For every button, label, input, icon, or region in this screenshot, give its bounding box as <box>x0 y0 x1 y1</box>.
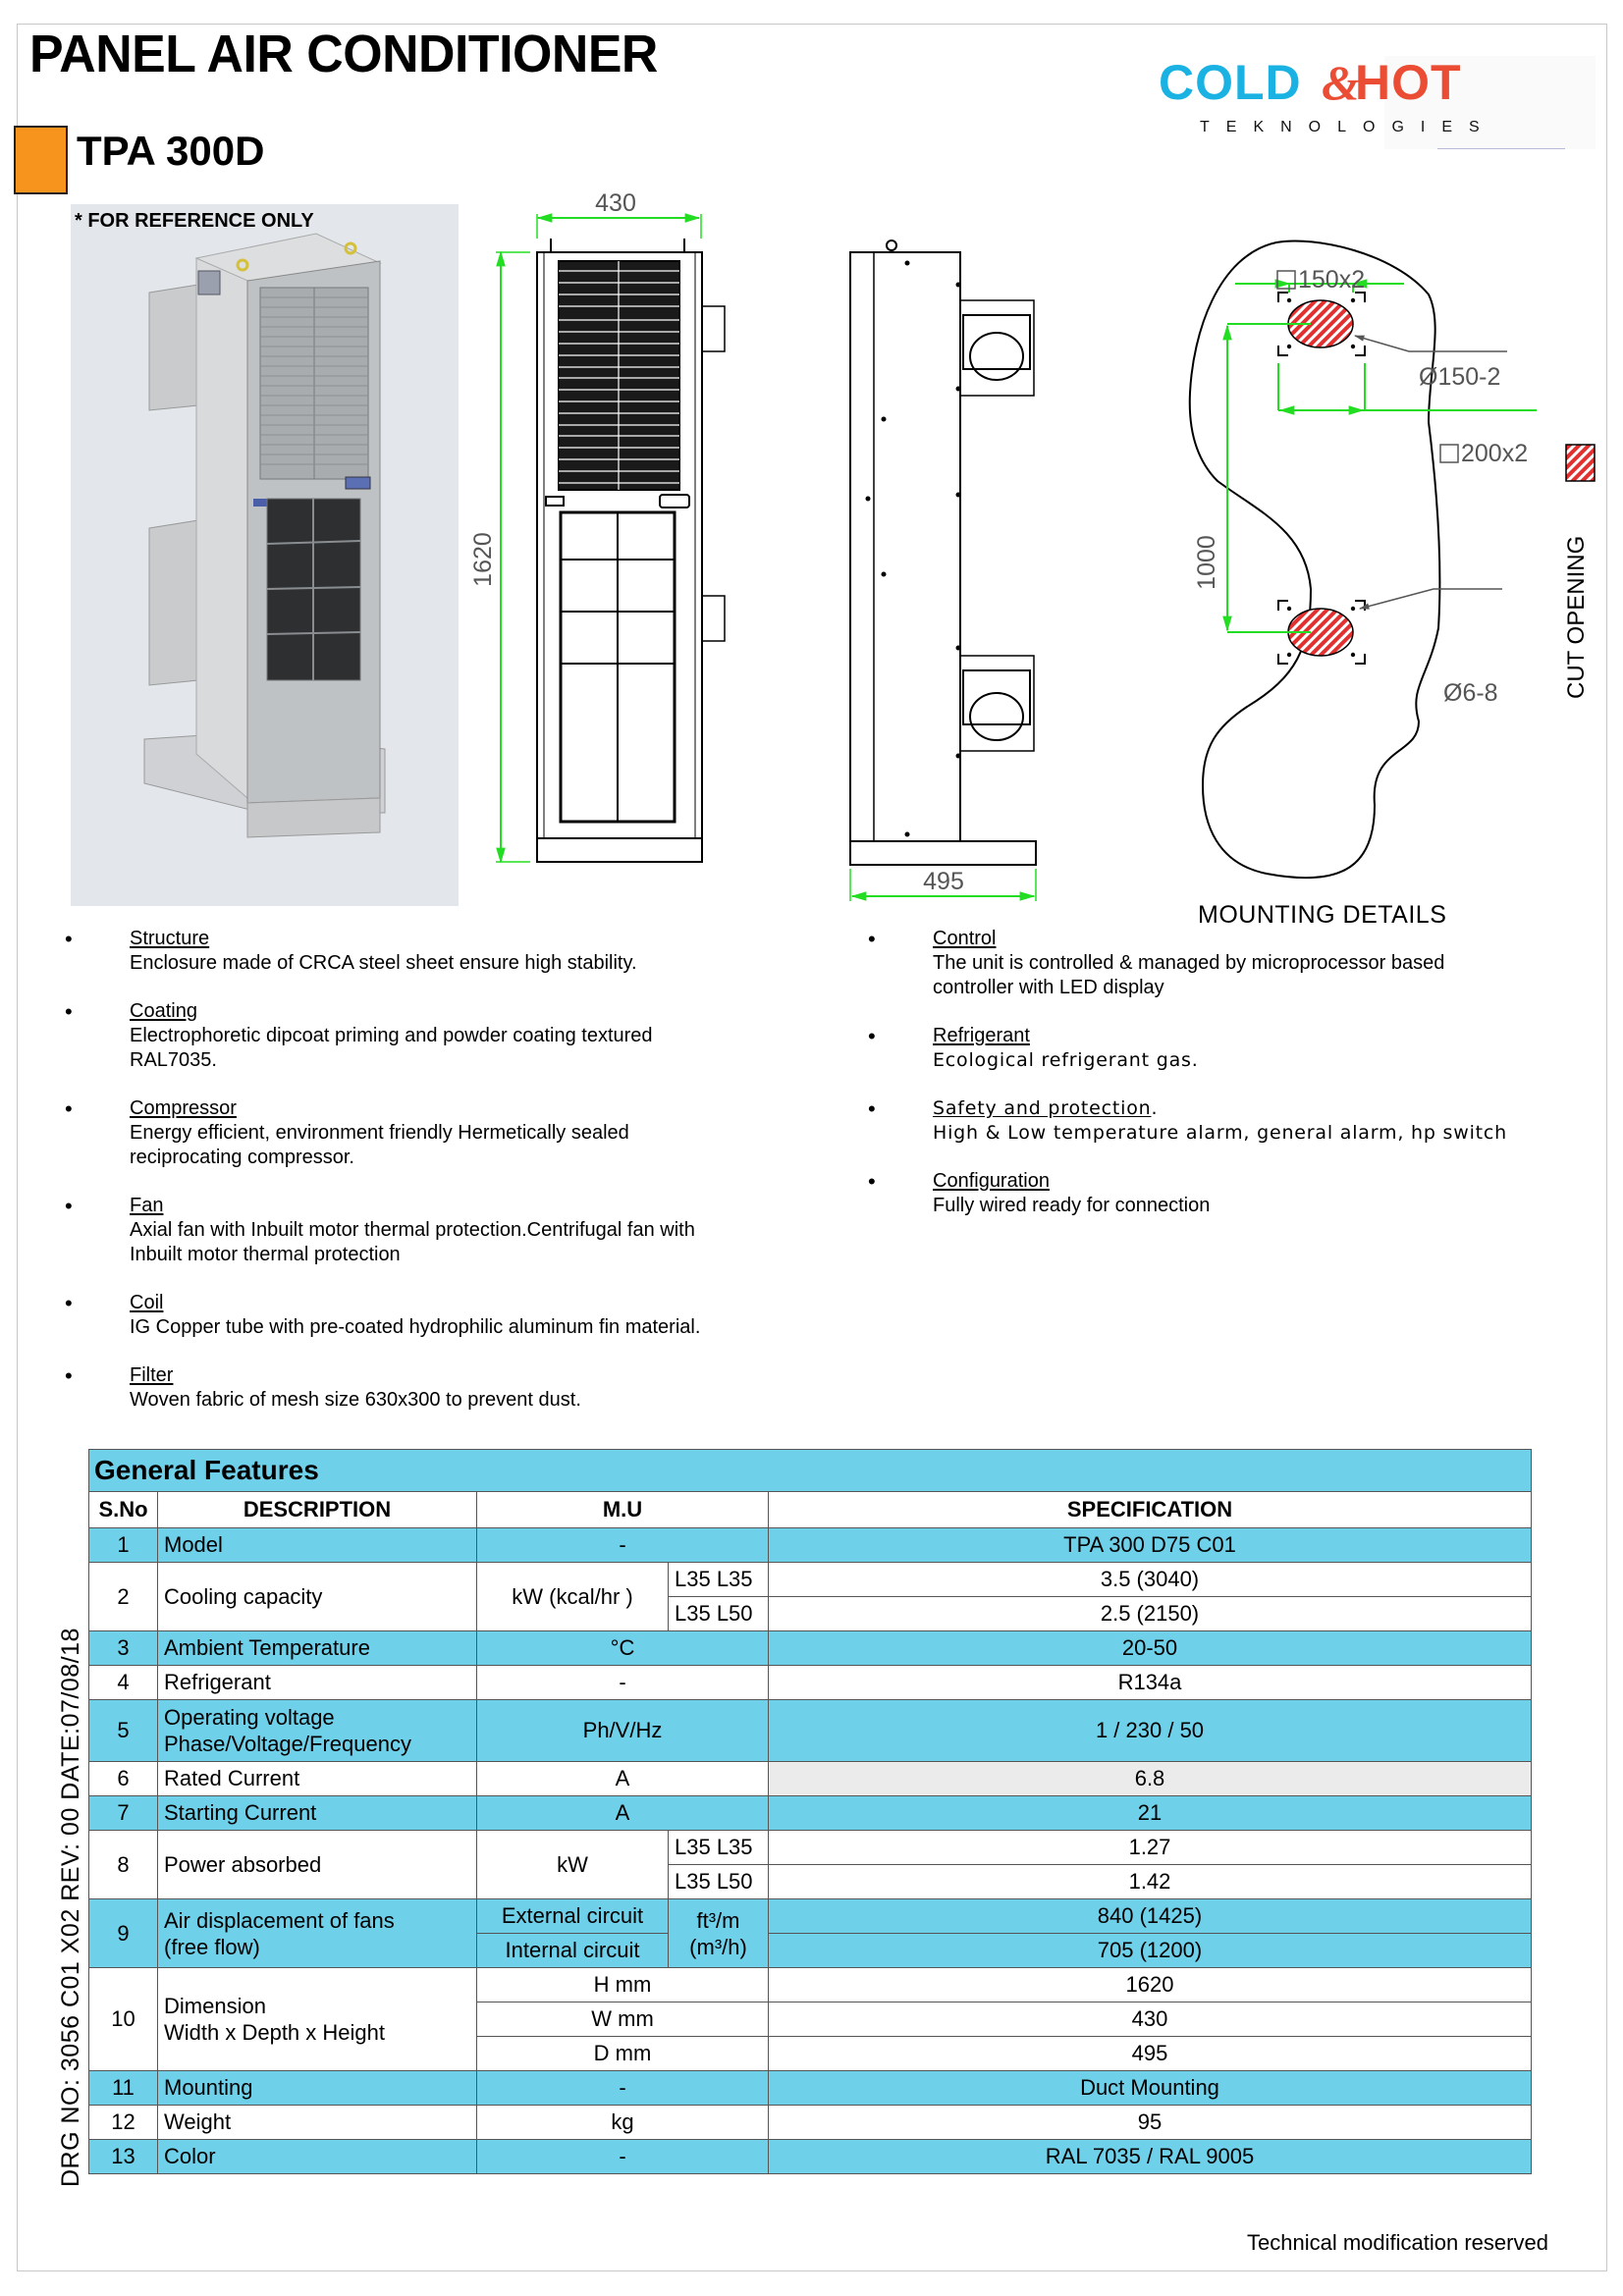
cell-sno: 1 <box>89 1528 158 1563</box>
cell-description: Color <box>158 2140 477 2174</box>
cell-description: Weight <box>158 2106 477 2140</box>
feature-filter <box>65 1363 797 1413</box>
feature-structure <box>65 927 797 976</box>
feature-heading: Filter <box>130 1364 174 1386</box>
cell-description: Model <box>158 1528 477 1563</box>
hole-dia-label: Ø6-8 <box>1443 679 1498 707</box>
feature-body: IG Copper tube with pre-coated hydrophilic aluminum fin material. <box>130 1316 701 1338</box>
cell-sno: 11 <box>89 2071 158 2106</box>
bullet-icon: • <box>868 1169 876 1194</box>
table-row <box>89 1762 1532 1796</box>
cell-mu: °C <box>477 1631 769 1666</box>
mounting-cutouts <box>1278 293 1365 664</box>
cut-opening-text: CUT OPENING <box>1563 535 1590 699</box>
feature-body: High & Low temperature alarm, general alarm, hp switch <box>933 1122 1507 1144</box>
table-row <box>89 1899 1532 1934</box>
bullet-icon: • <box>65 999 73 1024</box>
table-row <box>89 1968 1532 2002</box>
logo-ampersand: & <box>1322 55 1361 110</box>
feature-heading-suffix: . <box>1151 1097 1159 1119</box>
table-row <box>89 1666 1532 1700</box>
feature-body: Fully wired ready for connection <box>933 1195 1211 1216</box>
description-line-1: Dimension <box>164 1994 266 2018</box>
table-caption: General Features <box>89 1450 1532 1492</box>
cell-sno: 10 <box>89 1968 158 2071</box>
cell-sub-condition: L35 L35 <box>669 1563 769 1597</box>
feature-heading: Control <box>933 928 997 949</box>
cell-description: Rated Current <box>158 1762 477 1796</box>
bullet-icon: • <box>65 927 73 951</box>
cell-mu: A <box>477 1762 769 1796</box>
cell-description: Starting Current <box>158 1796 477 1831</box>
cell-mu: H mm <box>477 1968 769 2002</box>
cell-sub-condition: L35 L50 <box>669 1597 769 1631</box>
cell-mu: - <box>477 2140 769 2174</box>
description-line-1: Operating voltage <box>164 1705 335 1730</box>
feature-body: Energy efficient, environment friendly Hermetically sealed reciprocating compressor. <box>130 1122 629 1168</box>
feature-heading: Safety and protection <box>933 1097 1152 1119</box>
feature-body: The unit is controlled & managed by microprocessor based controller with LED display <box>933 952 1445 998</box>
cell-sno: 8 <box>89 1831 158 1899</box>
unit-line-2: (m³/h) <box>689 1934 747 1959</box>
side-depth-dimension: 495 <box>923 868 964 895</box>
bullet-icon: • <box>868 1096 876 1121</box>
cell-mu: W mm <box>477 2002 769 2037</box>
cut-opening-legend-swatch <box>1566 445 1595 481</box>
cell-mu: kg <box>477 2106 769 2140</box>
cell-spec: 1620 <box>769 1968 1532 2002</box>
feature-coating <box>65 999 797 1073</box>
cell-sub-condition: L35 L35 <box>669 1831 769 1865</box>
cell-unit <box>669 1899 769 1968</box>
cell-description <box>158 1968 477 2071</box>
cell-sno: 3 <box>89 1631 158 1666</box>
cell-sno: 2 <box>89 1563 158 1631</box>
cell-mu: - <box>477 2071 769 2106</box>
cell-description: Ambient Temperature <box>158 1631 477 1666</box>
cell-description: Refrigerant <box>158 1666 477 1700</box>
cell-spec: 3.5 (3040) <box>769 1563 1532 1597</box>
feature-body: Enclosure made of CRCA steel sheet ensure high stability. <box>130 952 637 974</box>
cell-spec: 430 <box>769 2002 1532 2037</box>
cell-mu: kW (kcal/hr ) <box>477 1563 669 1631</box>
description-line-2: Phase/Voltage/Frequency <box>164 1732 411 1756</box>
cell-mu: kW <box>477 1831 669 1899</box>
description-line-2: Width x Depth x Height <box>164 2020 385 2045</box>
description-line-2: (free flow) <box>164 1934 260 1959</box>
table-row <box>89 1563 1532 1597</box>
cell-mu-external: External circuit <box>477 1899 669 1934</box>
cell-sno: 9 <box>89 1899 158 1968</box>
header-description: DESCRIPTION <box>158 1492 477 1528</box>
unit-line-1: ft³/m <box>696 1907 740 1933</box>
reference-only-label: * FOR REFERENCE ONLY <box>75 210 314 232</box>
feature-body: Axial fan with Inbuilt motor thermal protection.Centrifugal fan with Inbuilt motor thermal protection <box>130 1219 695 1265</box>
feature-heading: Coil <box>130 1292 164 1313</box>
logo-hot-text: HOT <box>1355 55 1462 110</box>
feature-compressor <box>65 1096 797 1170</box>
cell-spec: 20-50 <box>769 1631 1532 1666</box>
table-row <box>89 1528 1532 1563</box>
table-row <box>89 1796 1532 1831</box>
model-title: TPA 300D <box>77 128 265 174</box>
drawing-number: DRG NO: 3056 C01 X02 REV: 00 DATE:07/08/18 <box>57 1628 84 2187</box>
spacing-1000-label: 1000 <box>1193 535 1220 590</box>
cell-spec: 840 (1425) <box>769 1899 1532 1934</box>
cell-spec: 1 / 230 / 50 <box>769 1700 1532 1762</box>
cell-mu: D mm <box>477 2037 769 2071</box>
cut-opening-label <box>1563 536 1591 699</box>
cell-spec: 495 <box>769 2037 1532 2071</box>
bullet-icon: • <box>65 1363 73 1388</box>
cell-spec: 21 <box>769 1796 1532 1831</box>
cell-description <box>158 1700 477 1762</box>
mounting-details-caption: MOUNTING DETAILS <box>1198 901 1447 929</box>
feature-heading: Configuration <box>933 1170 1050 1192</box>
square-200-label: 200x2 <box>1461 440 1529 467</box>
bullet-icon: • <box>65 1096 73 1121</box>
header-sno: S.No <box>89 1492 158 1528</box>
cell-spec: 6.8 <box>769 1762 1532 1796</box>
table-caption-row <box>89 1450 1532 1492</box>
logo-cold-text: COLD <box>1159 55 1302 110</box>
feature-safety <box>868 1096 1600 1146</box>
feature-fan <box>65 1194 797 1267</box>
table-row <box>89 1631 1532 1666</box>
features-left-list <box>65 927 797 1436</box>
cell-sno: 4 <box>89 1666 158 1700</box>
feature-heading: Fan <box>130 1195 164 1216</box>
cell-sno: 6 <box>89 1762 158 1796</box>
cell-sno: 13 <box>89 2140 158 2174</box>
general-features-table <box>88 1449 1532 2174</box>
side-view-drawing <box>850 240 1036 865</box>
cell-spec: TPA 300 D75 C01 <box>769 1528 1532 1563</box>
cell-sno: 12 <box>89 2106 158 2140</box>
feature-heading: Structure <box>130 928 210 949</box>
cell-description: Power absorbed <box>158 1831 477 1899</box>
cell-spec: 2.5 (2150) <box>769 1597 1532 1631</box>
cell-spec: 1.42 <box>769 1865 1532 1899</box>
square-150-label: 150x2 <box>1298 266 1366 294</box>
cell-description: Cooling capacity <box>158 1563 477 1631</box>
header-mu: M.U <box>477 1492 769 1528</box>
cell-mu: - <box>477 1528 769 1563</box>
table-header-row <box>89 1492 1532 1528</box>
table-row <box>89 2140 1532 2174</box>
logo-subtitle: TEKNOLOGIES <box>1200 119 1496 135</box>
feature-body: Woven fabric of mesh size 630x300 to prevent dust. <box>130 1389 581 1411</box>
cell-spec: RAL 7035 / RAL 9005 <box>769 2140 1532 2174</box>
description-line-1: Air displacement of fans <box>164 1907 395 1933</box>
cell-description: Mounting <box>158 2071 477 2106</box>
cell-description <box>158 1899 477 1968</box>
feature-refrigerant <box>868 1024 1600 1073</box>
table-row <box>89 2071 1532 2106</box>
cell-spec: 95 <box>769 2106 1532 2140</box>
feature-body: Ecological refrigerant gas. <box>933 1049 1199 1071</box>
bullet-icon: • <box>868 1024 876 1048</box>
cell-spec: 1.27 <box>769 1831 1532 1865</box>
feature-coil <box>65 1291 797 1340</box>
cell-spec: R134a <box>769 1666 1532 1700</box>
bullet-icon: • <box>65 1291 73 1315</box>
cell-sub-condition: L35 L50 <box>669 1865 769 1899</box>
cell-spec: Duct Mounting <box>769 2071 1532 2106</box>
table-row <box>89 1700 1532 1762</box>
technical-modification-note: Technical modification reserved <box>1247 2230 1548 2255</box>
cell-mu: - <box>477 1666 769 1700</box>
feature-heading: Coating <box>130 1000 197 1022</box>
cell-sno: 5 <box>89 1700 158 1762</box>
front-width-dimension: 430 <box>595 189 636 217</box>
feature-body: Electrophoretic dipcoat priming and powder coating textured RAL7035. <box>130 1025 653 1071</box>
height-dimension: 1620 <box>469 532 497 587</box>
bullet-icon: • <box>868 927 876 951</box>
page-title: PANEL AIR CONDITIONER <box>29 25 658 83</box>
circle-150-label: Ø150-2 <box>1419 363 1501 391</box>
table-row <box>89 2106 1532 2140</box>
feature-heading: Refrigerant <box>933 1025 1030 1046</box>
cell-mu-internal: Internal circuit <box>477 1934 669 1968</box>
header-specification: SPECIFICATION <box>769 1492 1532 1528</box>
table-row <box>89 1831 1532 1865</box>
cell-sno: 7 <box>89 1796 158 1831</box>
technical-drawings <box>0 0 1623 942</box>
bullet-icon: • <box>65 1194 73 1218</box>
feature-configuration <box>868 1169 1600 1218</box>
cell-mu: A <box>477 1796 769 1831</box>
feature-heading: Compressor <box>130 1097 237 1119</box>
feature-control <box>868 927 1600 1000</box>
front-view-drawing <box>537 239 725 862</box>
cell-spec: 705 (1200) <box>769 1934 1532 1968</box>
cell-mu: Ph/V/Hz <box>477 1700 769 1762</box>
features-right-list <box>868 927 1600 1242</box>
